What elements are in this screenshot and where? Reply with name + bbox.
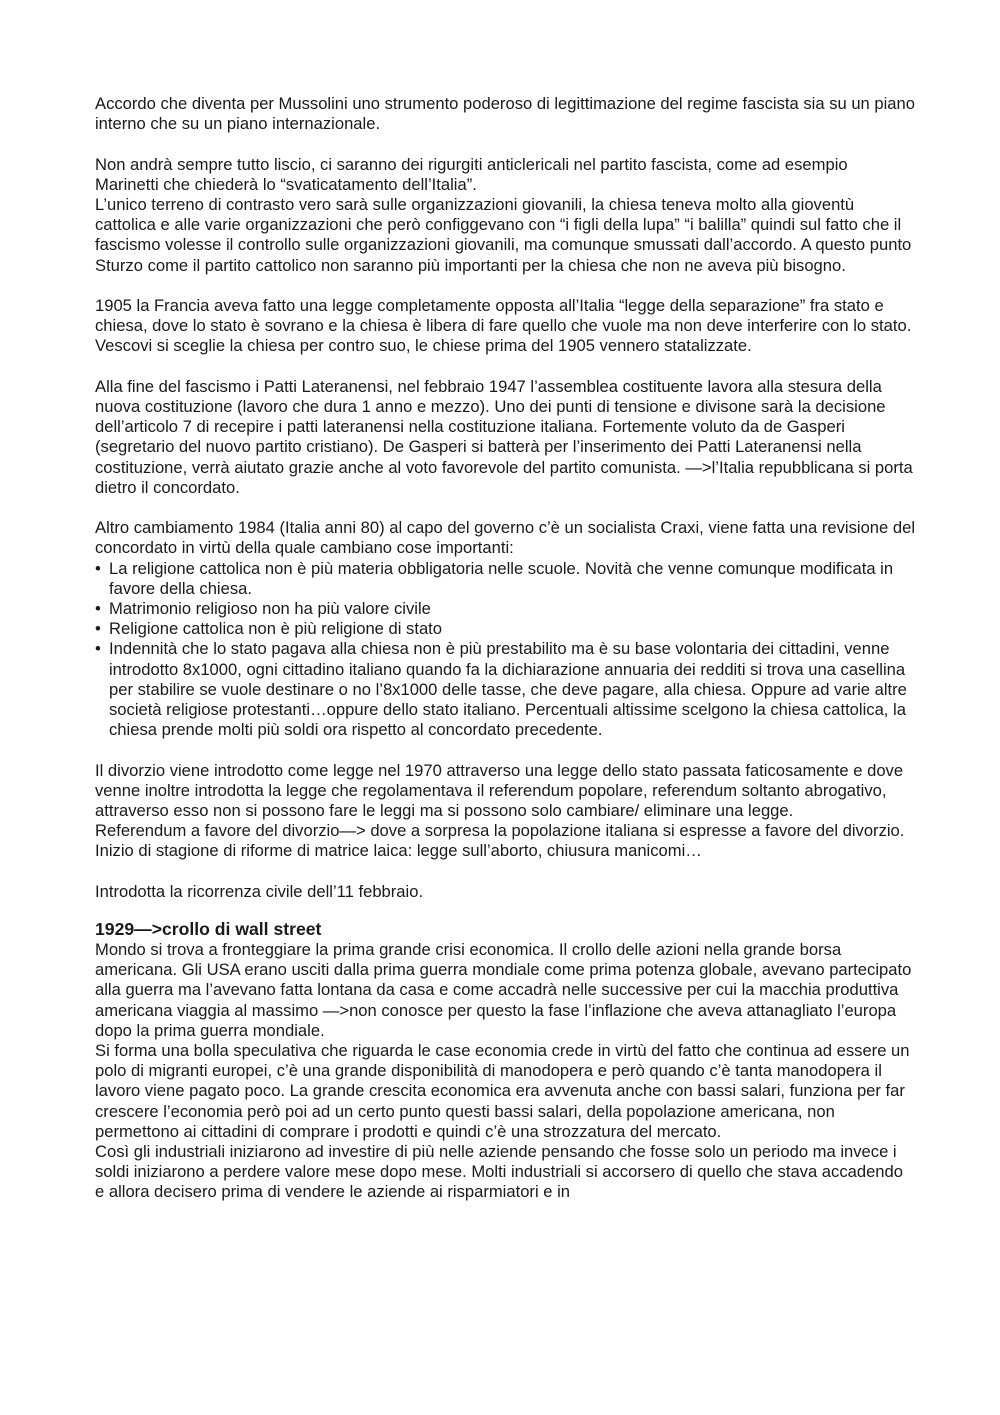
bullet-icon: • <box>95 639 101 659</box>
bullet-icon: • <box>95 558 101 578</box>
paragraph: Altro cambiamento 1984 (Italia anni 80) al capo del governo c’è un socialista Craxi, viene fatta una revisione del concordato in virtù della quale cambiano cose importanti: <box>95 518 916 558</box>
bullet-icon: • <box>95 619 101 639</box>
list-item-text: La religione cattolica non è più materia obbligatoria nelle scuole. Novità che venne comunque modificata in favore della chiesa. <box>109 558 894 598</box>
paragraph: Non andrà sempre tutto liscio, ci saranno dei rigurgiti anticlericali nel partito fascista, come ad esempio Marinetti che chiederà lo “svaticatamento dell’Italia”. <box>95 154 848 194</box>
paragraph: Introdotta la ricorrenza civile dell’11 febbraio. <box>95 881 424 901</box>
paragraph: Si forma una bolla speculativa che riguarda le case economia crede in virtù del fatto che continua ad essere un polo di migranti europei, c’è una grande disponibilità di manodopera e però quando c’è tanta manodopera il lavoro viene pagato poco. La grande crescita economica era avvenuta anche con bassi salari, funziona per far crescere l’economia però poi ad un certo punto questi bassi salari, della popolazione americana, non permettono ai cittadini di comprare i prodotti e quindi c’è una strozzatura del mercato. <box>95 1041 910 1141</box>
paragraph: L’unico terreno di contrasto vero sarà sulle organizzazioni giovanili, la chiesa teneva molto alla gioventù cattolica e alle varie organizzazioni che però configgevano con “i figli della lupa” “i balilla” quindi sul fatto che il fascismo volesse il controllo sulle organizzazioni giovanili, ma comunque smussati dall’accordo. A questo punto Sturzo come il partito cattolico non saranno più importanti per la chiesa che non ne aveva più bisogno. <box>95 195 912 275</box>
list-item <box>95 599 915 619</box>
bullet-list <box>95 559 915 741</box>
paragraph: Alla fine del fascismo i Patti Lateranensi, nel febbraio 1947 l’assemblea costituente lavora alla stesura della nuova costituzione (lavoro che dura 1 anno e mezzo). Uno dei punti di tensione e divisone sarà la decisione dell’articolo 7 di recepire i patti lateranensi nella costituzione italiana. Fortemente voluto da de Gasperi (segretario del nuovo partito cristiano). De Gasperi si batterà per l’inserimento dei Patti Lateranensi nella costituzione, verrà aiutato grazie anche al voto favorevole del partito comunista. —>l’Italia repubblicana si porta dietro il concordato. <box>95 376 913 497</box>
paragraph: Così gli industriali iniziarono ad investire di più nelle aziende pensando che fosse solo un periodo ma invece i soldi iniziarono a perdere valore mese dopo mese. Molti industriali si accorsero di quello che stava accadendo e allora decisero prima di vendere le aziende ai risparmiatori e in <box>95 1142 903 1202</box>
document-page <box>95 94 915 1203</box>
list-item-text: Indennità che lo stato pagava alla chiesa non è più prestabilito ma è su base volontaria dei cittadini, venne introdotto 8x1000, ogni cittadino italiano quando fa la dichiarazione annuaria dei redditi si trova una casellina per stabilire se vuole destinare o no l’8x1000 delle tasse, che deve pagare, alla chiesa. Oppure ad varie altre società religiose protestanti…oppure dello stato italiano. Percentuali altissime scelgono la chiesa cattolica, la chiesa prende molti più soldi ora rispetto al concordato precedente. <box>109 639 907 740</box>
paragraph: Accordo che diventa per Mussolini uno strumento poderoso di legittimazione del regime fascista sia su un piano interno che su un piano internazionale. <box>95 94 915 134</box>
paragraph: 1905 la Francia aveva fatto una legge completamente opposta all’Italia “legge della separazione” fra stato e chiesa, dove lo stato è sovrano e la chiesa è libera di fare quello che vuole ma non deve interferire con lo stato. Vescovi si sceglie la chiesa per contro suo, le chiese prima del 1905 vennero statalizzate. <box>95 296 912 356</box>
list-item <box>95 619 915 639</box>
paragraph: Il divorzio viene introdotto come legge nel 1970 attraverso una legge dello stato passata faticosamente e dove venne inoltre introdotta la legge che regolamentava il referendum popolare, referendum soltanto abrogativo, attraverso esso non si possono fare le leggi ma si possono solo cambiare/ eliminare una legge. <box>95 760 904 821</box>
list-item-text: Religione cattolica non è più religione di stato <box>109 619 443 639</box>
list-item <box>95 639 915 740</box>
list-item <box>95 559 915 599</box>
list-item-text: Matrimonio religioso non ha più valore civile <box>109 599 431 619</box>
paragraph: Mondo si trova a fronteggiare la prima grande crisi economica. Il crollo delle azioni nella grande borsa americana. Gli USA erano usciti dalla prima guerra mondiale come prima potenza globale, avevano partecipato alla guerra ma l’avevano fatta lontana da casa e come accadrà nelle successive per cui la macchia produttiva americana viaggia al massimo —>non conosce per questo la fase l’inflazione che aveva attanagliato l’europa dopo la prima guerra mondiale. <box>95 940 912 1040</box>
bullet-icon: • <box>95 599 101 619</box>
paragraph: Referendum a favore del divorzio—> dove a sorpresa la popolazione italiana si espresse a favore del divorzio. Inizio di stagione di riforme di matrice laica: legge sull’aborto, chiusura manicomi… <box>95 821 905 861</box>
section-heading: 1929—>crollo di wall street <box>95 919 322 940</box>
